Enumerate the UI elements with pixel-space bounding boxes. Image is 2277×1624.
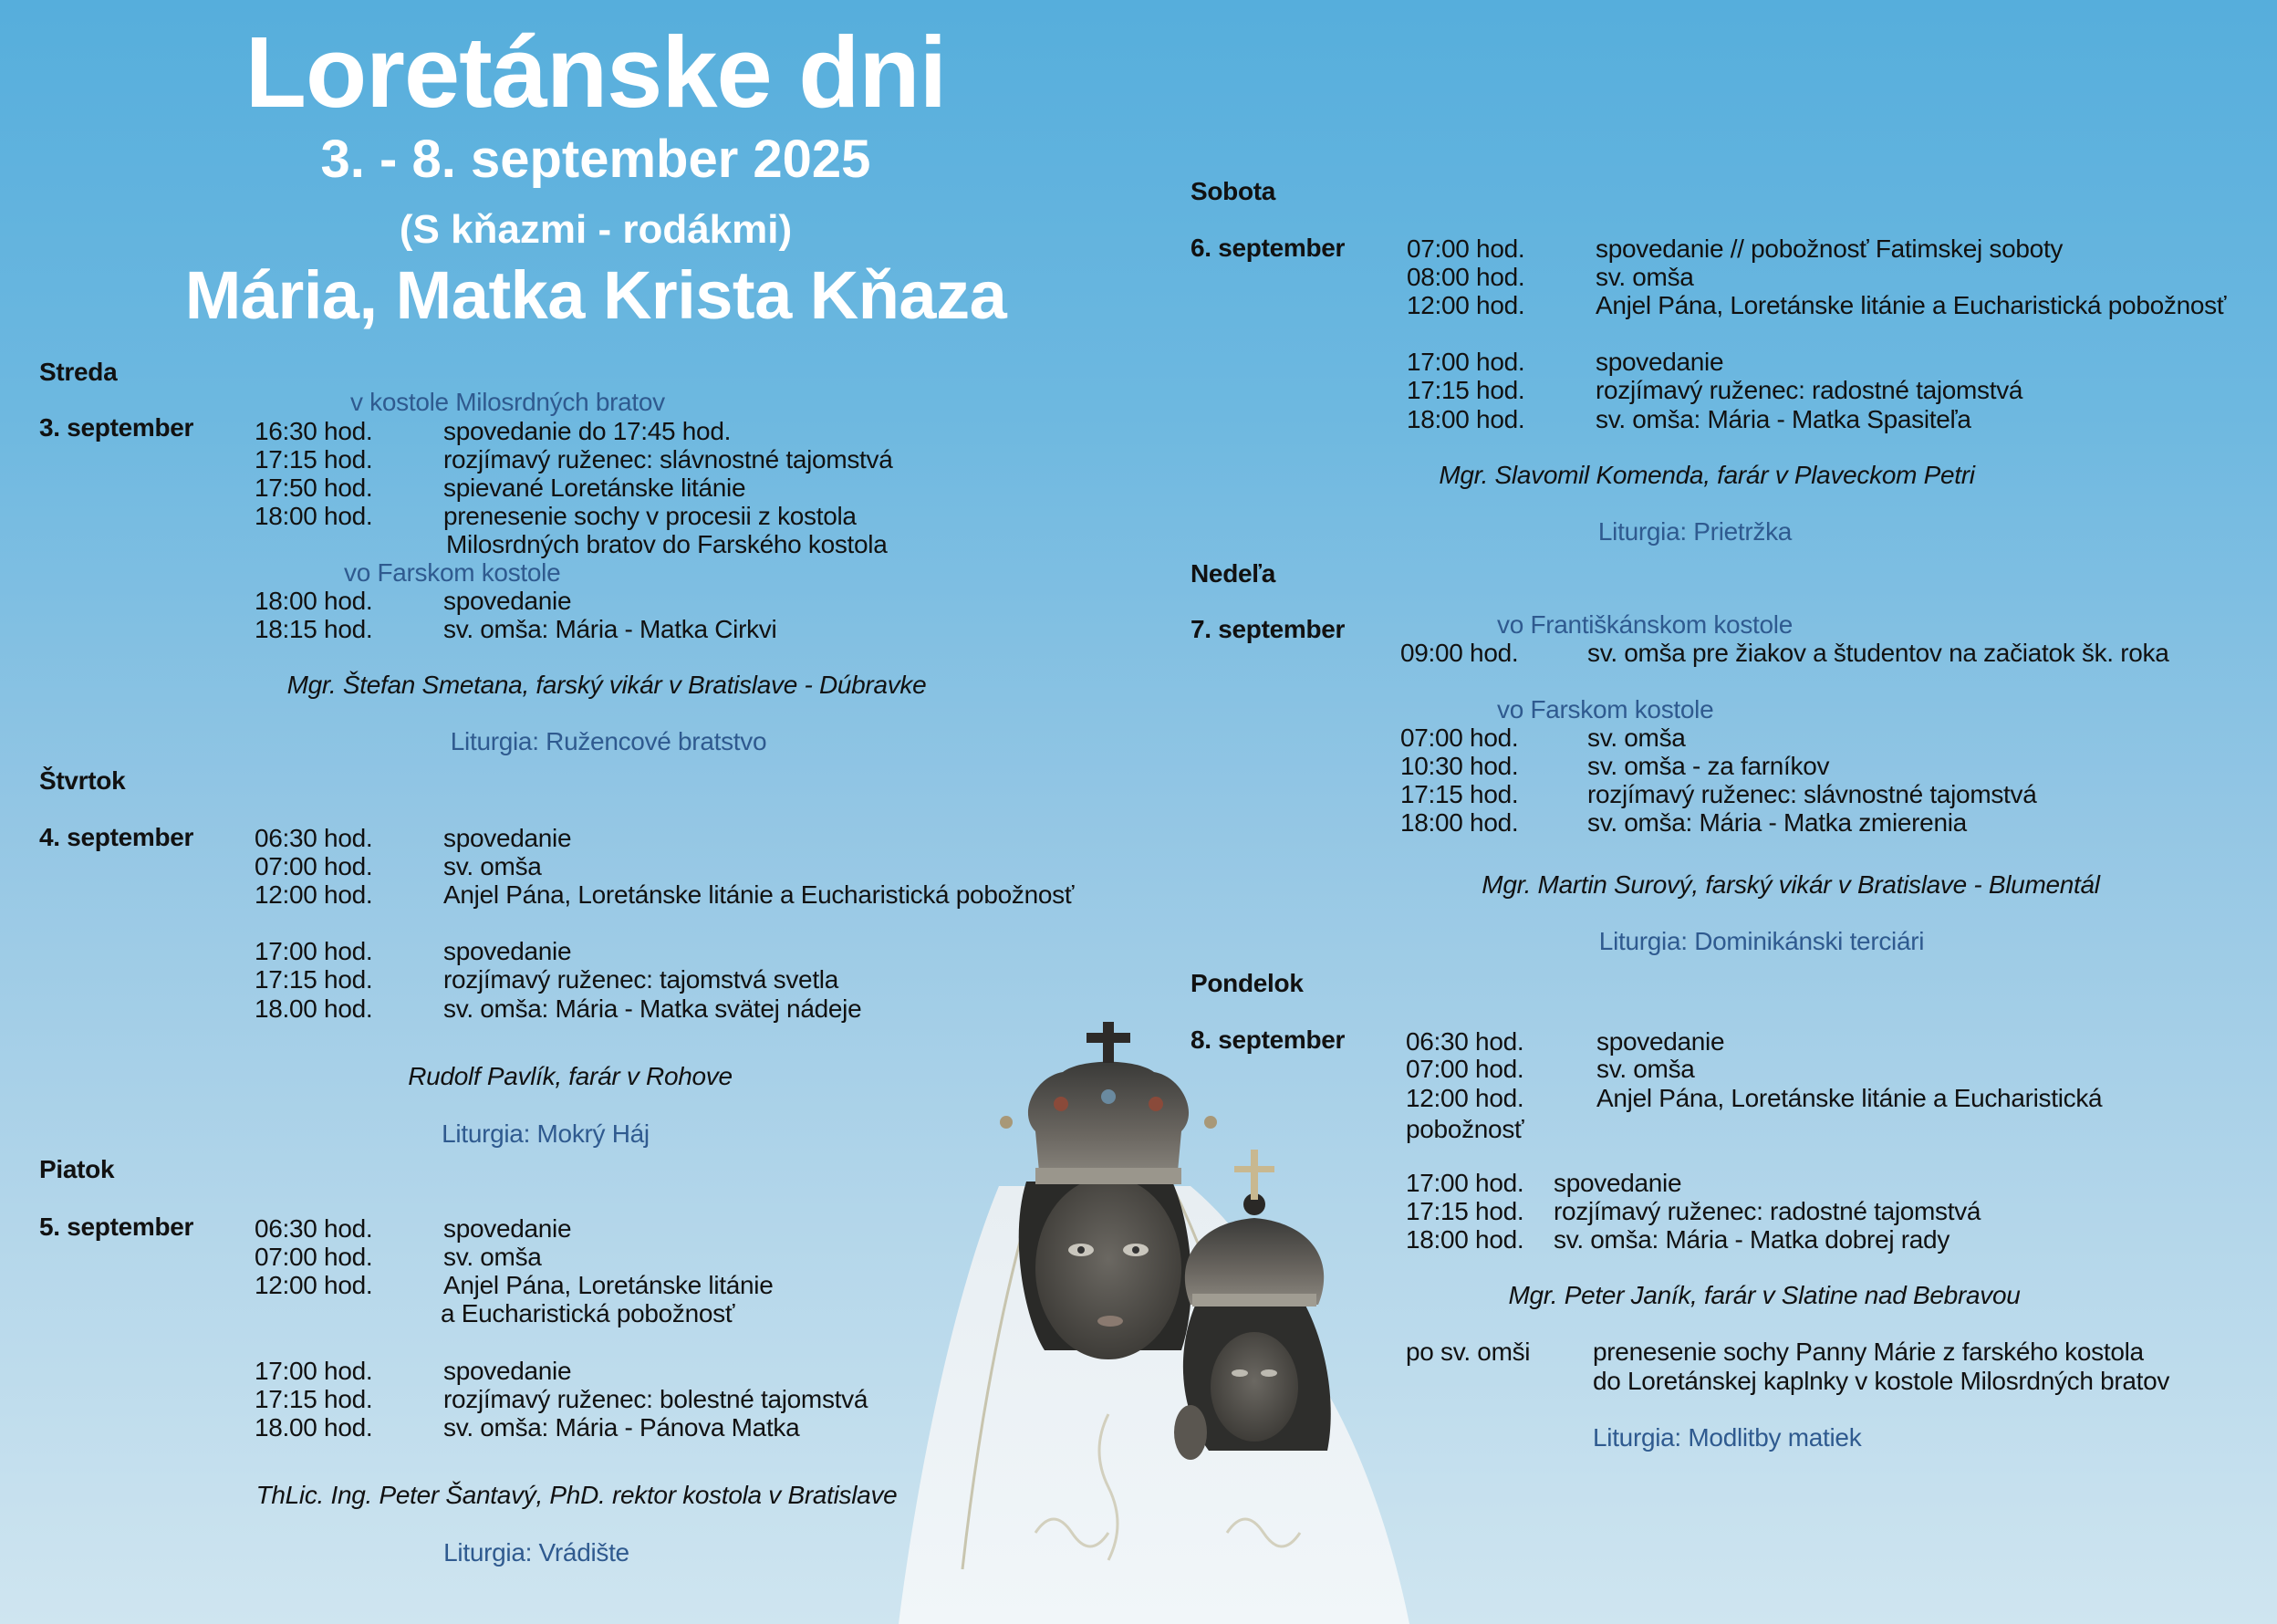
schedule-activity: rozjímavý ruženec: bolestné tajomstvá: [443, 1385, 868, 1413]
schedule-activity: Anjel Pána, Loretánske litánie a Eucharistická: [1596, 1084, 2103, 1112]
schedule-activity: rozjímavý ruženec: radostné tajomstvá: [1596, 376, 2023, 404]
liturgy-label: Liturgia: Ružencové bratstvo: [450, 727, 767, 755]
schedule-activity: sv. omša: [1596, 263, 1694, 291]
schedule-time: 17:15 hod.: [255, 965, 373, 994]
schedule-time: 16:30 hod.: [255, 417, 373, 445]
schedule-time: 17:15 hod.: [1407, 376, 1525, 404]
liturgy-label: Liturgia: Mokrý Háj: [442, 1119, 650, 1148]
schedule-time: 18:00 hod.: [1406, 1225, 1524, 1254]
schedule-activity: sv. omša: [1587, 724, 1686, 752]
theme-title: Mária, Matka Krista Kňaza: [184, 257, 1007, 333]
schedule-time: 17:00 hod.: [1407, 348, 1525, 376]
date-range: 3. - 8. september 2025: [320, 130, 871, 189]
schedule-time: 17:15 hod.: [1400, 780, 1519, 808]
liturgy-label: Liturgia: Prietržka: [1597, 517, 1793, 546]
schedule-time: 17:00 hod.: [255, 1357, 373, 1385]
schedule-activity: spovedanie: [443, 1214, 572, 1243]
schedule-time: 07:00 hod.: [1407, 234, 1525, 263]
schedule-activity: sv. omša: Mária - Matka dobrej rady: [1554, 1225, 1950, 1254]
day-name: Piatok: [39, 1155, 115, 1183]
day-name: Pondelok: [1190, 969, 1304, 997]
day-date: 8. september: [1190, 1025, 1346, 1054]
schedule-activity: Anjel Pána, Loretánske litánie: [443, 1271, 774, 1299]
schedule-activity: spovedanie: [443, 587, 572, 615]
schedule-activity: sv. omša: [443, 1243, 542, 1271]
schedule-activity: spovedanie: [1554, 1169, 1682, 1197]
schedule-time: 17:00 hod.: [255, 937, 373, 965]
schedule-time: 07:00 hod.: [1406, 1055, 1524, 1083]
priest-name: Mgr. Peter Janík, farár v Slatine nad Bebravou: [1508, 1281, 2021, 1309]
schedule-time: 09:00 hod.: [1400, 639, 1519, 667]
schedule-time: 07:00 hod.: [1400, 724, 1519, 752]
schedule-activity: a Eucharistická pobožnosť: [441, 1299, 735, 1327]
schedule-time: 17:15 hod.: [1406, 1197, 1524, 1225]
day-name: Nedeľa: [1190, 559, 1276, 588]
schedule-activity: rozjímavý ruženec: slávnostné tajomstvá: [443, 445, 893, 474]
day-date: 6. september: [1190, 234, 1346, 262]
schedule-time: 18.00 hod.: [255, 1413, 373, 1442]
after-mass-activity: prenesenie sochy Panny Márie z farského kostola: [1593, 1338, 2144, 1366]
schedule-activity: rozjímavý ruženec: tajomstvá svetla: [443, 965, 838, 994]
schedule-activity: spievané Loretánske litánie: [443, 474, 746, 502]
day-name: Streda: [39, 358, 118, 386]
schedule-activity: rozjímavý ruženec: radostné tajomstvá: [1554, 1197, 1981, 1225]
schedule-time: 12:00 hod.: [1407, 291, 1525, 319]
schedule-activity: rozjímavý ruženec: slávnostné tajomstvá: [1587, 780, 2037, 808]
schedule-activity: spovedanie: [1596, 348, 1724, 376]
schedule-activity: spovedanie: [443, 824, 572, 852]
schedule-activity: pobožnosť: [1406, 1115, 1524, 1143]
schedule-time: 18:00 hod.: [1407, 405, 1525, 433]
schedule-activity: spovedanie: [1596, 1027, 1725, 1056]
schedule-activity: sv. omša: [1596, 1055, 1695, 1083]
page-title: Loretánske dni: [244, 16, 947, 129]
schedule-time: 18:00 hod.: [255, 587, 373, 615]
after-mass-activity: do Loretánskej kaplnky v kostole Milosrdných bratov: [1593, 1367, 2170, 1395]
schedule-activity: Anjel Pána, Loretánske litánie a Eucharistická pobožnosť: [1596, 291, 2227, 319]
schedule-activity: spovedanie // pobožnosť Fatimskej soboty: [1596, 234, 2064, 263]
location-heading: vo Farskom kostole: [1497, 695, 1714, 724]
schedule-time: 17:50 hod.: [255, 474, 373, 502]
schedule-activity: spovedanie do 17:45 hod.: [443, 417, 732, 445]
schedule-time: 18:15 hod.: [255, 615, 373, 643]
schedule-time: 08:00 hod.: [1407, 263, 1525, 291]
day-name: Štvrtok: [39, 766, 126, 795]
schedule-time: 06:30 hod.: [255, 1214, 373, 1243]
schedule-time: 07:00 hod.: [255, 1243, 373, 1271]
schedule-activity: Anjel Pána, Loretánske litánie a Eucharistická pobožnosť: [443, 880, 1075, 909]
schedule-time: 17:15 hod.: [255, 445, 373, 474]
priest-name: Rudolf Pavlík, farár v Rohove: [408, 1062, 733, 1090]
liturgy-label: Liturgia: Dominikánski terciári: [1598, 927, 1925, 955]
schedule-time: 17:00 hod.: [1406, 1169, 1524, 1197]
priest-name: Mgr. Martin Surový, farský vikár v Bratislave - Blumentál: [1482, 870, 2100, 899]
location-heading: vo Farskom kostole: [344, 558, 561, 587]
schedule-time: 12:00 hod.: [255, 880, 373, 909]
schedule-time: 17:15 hod.: [255, 1385, 373, 1413]
day-date: 4. september: [39, 823, 194, 851]
schedule-time: 12:00 hod.: [1406, 1084, 1524, 1112]
schedule-activity: Milosrdných bratov do Farského kostola: [446, 530, 888, 558]
schedule-time: 18.00 hod.: [255, 994, 373, 1023]
schedule-time: 12:00 hod.: [255, 1271, 373, 1299]
liturgy-label: Liturgia: Modlitby matiek: [1593, 1423, 1862, 1452]
schedule-activity: sv. omša - za farníkov: [1587, 752, 1830, 780]
schedule-activity: sv. omša: [443, 852, 542, 880]
day-date: 3. september: [39, 413, 194, 442]
day-date: 7. september: [1190, 615, 1346, 643]
schedule-time: 07:00 hod.: [255, 852, 373, 880]
location-heading: vo Františkánskom kostole: [1497, 610, 1793, 639]
schedule-time: 18:00 hod.: [255, 502, 373, 530]
schedule-activity: sv. omša: Mária - Matka Cirkvi: [443, 615, 777, 643]
after-mass-label: po sv. omši: [1406, 1338, 1531, 1366]
location-heading: v kostole Milosrdných bratov: [350, 388, 665, 416]
day-name: Sobota: [1190, 177, 1276, 205]
schedule-activity: sv. omša: Mária - Matka svätej nádeje: [443, 994, 862, 1023]
schedule-activity: prenesenie sochy v procesii z kostola: [443, 502, 857, 530]
schedule-time: 06:30 hod.: [1406, 1027, 1524, 1056]
schedule-time: 18:00 hod.: [1400, 808, 1519, 837]
day-date: 5. september: [39, 1213, 194, 1241]
priest-name: Mgr. Slavomil Komenda, farár v Plaveckom Petri: [1439, 461, 1975, 489]
schedule-time: 10:30 hod.: [1400, 752, 1519, 780]
liturgy-label: Liturgia: Vrádište: [443, 1538, 629, 1567]
schedule-activity: sv. omša: Mária - Pánova Matka: [443, 1413, 800, 1442]
schedule-activity: sv. omša: Mária - Matka zmierenia: [1587, 808, 1967, 837]
schedule-time: 06:30 hod.: [255, 824, 373, 852]
priest-name: ThLic. Ing. Peter Šantavý, PhD. rektor kostola v Bratislave: [255, 1481, 898, 1509]
schedule-activity: spovedanie: [443, 1357, 572, 1385]
schedule-activity: spovedanie: [443, 937, 572, 965]
schedule-activity: sv. omša: Mária - Matka Spasiteľa: [1596, 405, 1971, 433]
statue-of-virgin-mary-with-child-icon: [899, 1022, 1409, 1624]
subtitle: (S kňazmi - rodákmi): [399, 207, 793, 252]
priest-name: Mgr. Štefan Smetana, farský vikár v Bratislave - Dúbravke: [286, 671, 927, 699]
schedule-activity: sv. omša pre žiakov a študentov na začiatok šk. roka: [1587, 639, 2169, 667]
